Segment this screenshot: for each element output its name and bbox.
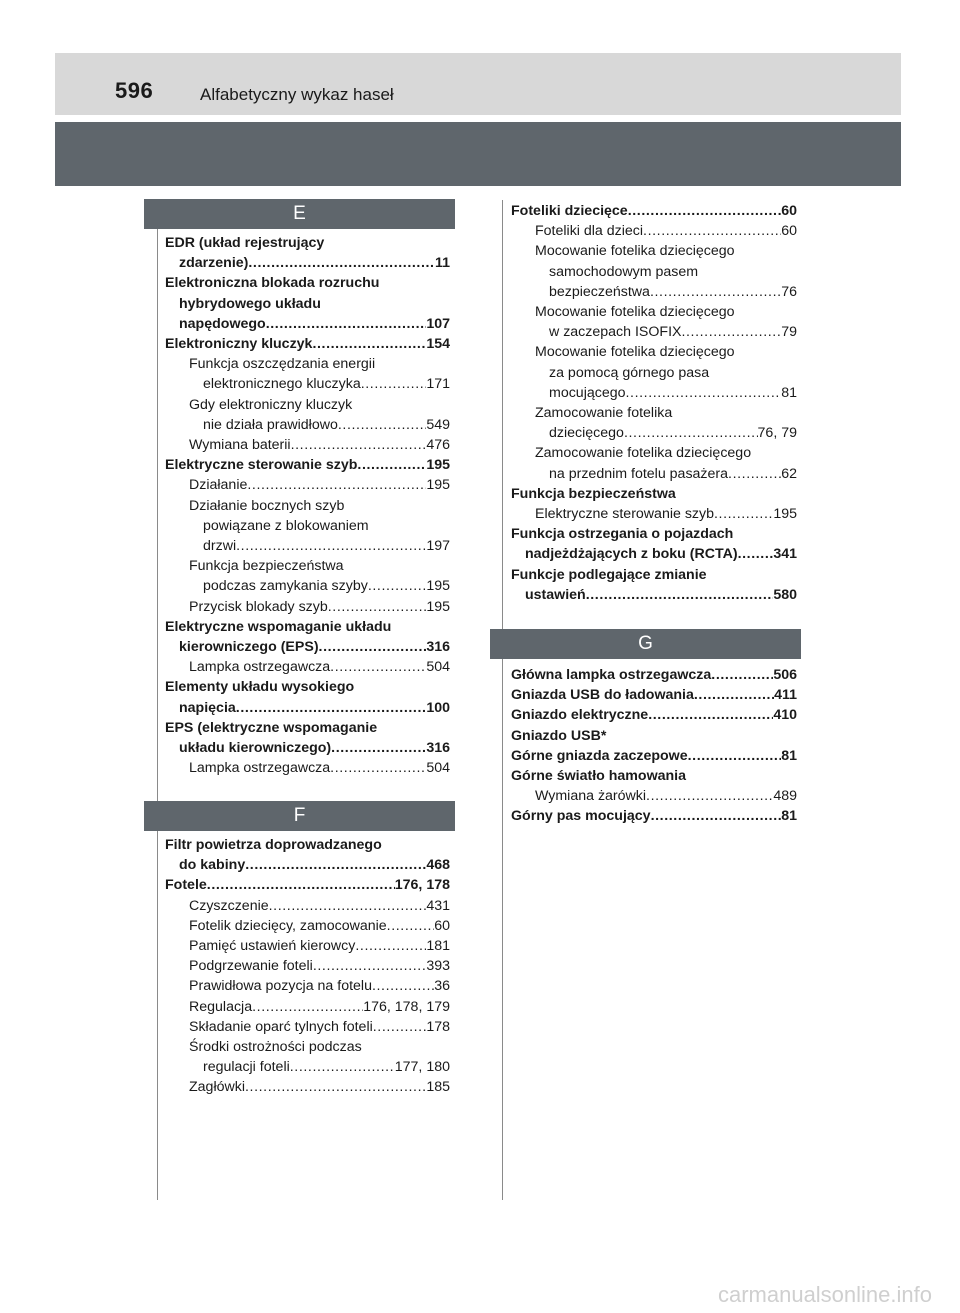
index-subentry: Mocowanie fotelika dziecięcego [535,344,735,361]
index-entry: EDR (układ rejestrujący [165,235,325,251]
index-entry: Elektryczne wspomaganie układu [165,618,392,635]
index-subentry: podczas zamykania szyby ..... 195 [165,576,450,596]
index-subentry: Lampka ostrzegawcza ..... 504 [165,657,450,677]
index-subentry: Zamocowanie fotelika dziecięcego [535,445,752,462]
index-column-f [165,835,450,1098]
index-subentry: Środki ostrożności podczas [189,1039,362,1056]
index-subentry: Zagłówki ..... 185 [165,1077,450,1097]
watermark: carmanualsonline.info [717,1282,932,1307]
page-title: Alfabetyczny wykaz haseł [200,85,394,104]
index-subentry: Wymiana żarówki ..... 489 [511,786,797,806]
index-entry: Elektroniczna blokada rozruchu [165,275,380,292]
index-entry: Fotele ..... 176, 178 [165,875,450,895]
index-entry: EPS (elektryczne wspomaganie [165,719,378,736]
index-subentry: Działanie bocznych szyb [189,497,345,514]
index-entry: Górne gniazda zaczepowe ..... 81 [511,746,797,766]
index-entry: kierowniczego (EPS) ..... 316 [165,637,450,657]
index-subentry: Zamocowanie fotelika [535,405,673,422]
page-number: 596 [115,78,154,103]
index-entry: Funkcje podlegające zmianie [511,566,707,583]
index-entry: nadjeżdżających z boku (RCTA) ..... 341 [511,544,797,564]
index-subentry: Gdy elektroniczny kluczyk [189,396,353,413]
index-subentry: Funkcja oszczędzania energii [189,356,376,373]
index-entry: ustawień ..... 580 [511,585,797,605]
index-subentry: na przednim fotelu pasażera ..... 62 [511,464,797,484]
index-subentry: za pomocą górnego pasa [549,364,710,381]
index-subentry: Funkcja bezpieczeństwa [189,558,344,575]
index-subentry: Prawidłowa pozycja na fotelu ..... 36 [165,976,450,996]
index-column-g [511,665,797,827]
index-subentry: Wymiana baterii ..... 476 [165,435,450,455]
index-subentry: bezpieczeństwa ..... 76 [511,282,797,302]
index-entry: do kabiny ..... 468 [165,855,450,875]
section-header-g: G [490,629,801,659]
index-column-e [165,233,450,778]
index-subentry: nie działa prawidłowo ..... 549 [165,415,450,435]
index-subentry: dziecięcego ..... 76, 79 [511,423,797,443]
index-subentry: powiązane z blokowaniem [203,517,369,534]
index-entry: Filtr powietrza doprowadzanego [165,837,382,853]
index-subentry: Składanie oparć tylnych foteli ..... 178 [165,1017,450,1037]
index-subentry: Fotelik dziecięcy, zamocowanie ..... 60 [165,916,450,936]
section-header-f: F [144,801,455,831]
index-subentry: drzwi ..... 197 [165,536,450,556]
left-column-rule [157,200,158,1200]
index-subentry: Lampka ostrzegawcza ..... 504 [165,758,450,778]
index-entry: Funkcja ostrzegania o pojazdach [511,526,734,543]
index-subentry: Mocowanie fotelika dziecięcego [535,304,735,321]
index-subentry: Regulacja ..... 176, 178, 179 [165,997,450,1017]
index-subentry: Podgrzewanie foteli ..... 393 [165,956,450,976]
index-entry: Górny pas mocujący ..... 81 [511,806,797,826]
index-entry: hybrydowego układu [179,295,321,312]
index-subentry: Mocowanie fotelika dziecięcego [535,243,735,260]
index-subentry: w zaczepach ISOFIX ..... 79 [511,322,797,342]
index-subentry: Przycisk blokady szyb ..... 195 [165,597,450,617]
index-subentry: Czyszczenie ..... 431 [165,896,450,916]
section-header-e: E [144,199,455,229]
index-entry: Elektroniczny kluczyk ..... 154 [165,334,450,354]
index-subentry: Pamięć ustawień kierowcy ..... 181 [165,936,450,956]
index-subentry: elektronicznego kluczyka ..... 171 [165,374,450,394]
header-band [55,53,901,115]
index-subentry: samochodowym pasem [549,263,699,280]
index-subentry: mocującego ..... 81 [511,383,797,403]
index-subentry: Działanie ..... 195 [165,475,450,495]
index-entry: Gniazdo elektryczne ..... 410 [511,705,797,725]
index-entry: Górne światło hamowania [511,768,687,785]
index-entry: układu kierowniczego) ..... 316 [165,738,450,758]
index-entry: napięcia ..... 100 [165,698,450,718]
index-subentry: regulacji foteli ..... 177, 180 [165,1057,450,1077]
index-entry: Główna lampka ostrzegawcza ..... 506 [511,665,797,685]
index-subentry: Foteliki dla dzieci ..... 60 [511,221,797,241]
index-entry: Elementy układu wysokiego [165,679,355,696]
right-column-rule [502,200,503,1200]
index-entry: Gniazda USB do ładowania ..... 411 [511,685,797,705]
index-entry: Funkcja bezpieczeństwa [511,485,676,502]
index-entry: Foteliki dziecięce ..... 60 [511,201,797,221]
index-column-f-continued [511,201,797,605]
index-entry: Gniazdo USB* [511,727,607,744]
index-entry: zdarzenie) ..... 11 [165,253,450,273]
dark-banner [55,122,901,186]
index-entry: Elektryczne sterowanie szyb ..... 195 [165,455,450,475]
index-subentry: Elektryczne sterowanie szyb ..... 195 [511,504,797,524]
index-entry: napędowego ..... 107 [165,314,450,334]
